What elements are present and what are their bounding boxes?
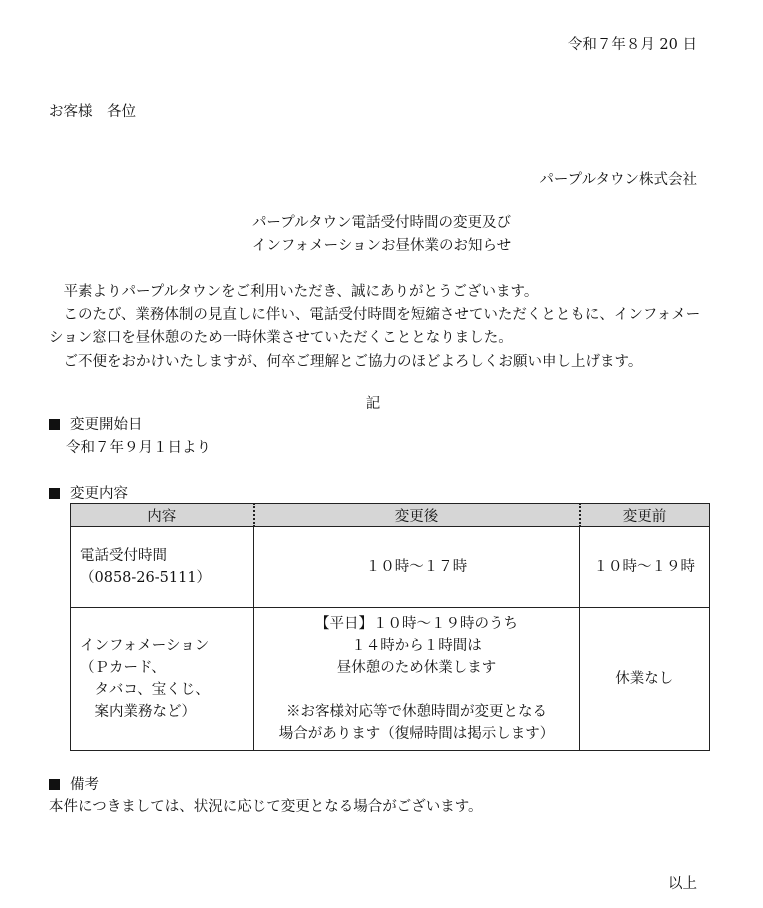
body-paragraph-apology: ご不便をおかけいたしますが、何卒ご理解とご協力のほどよろしくお願い申し上げます。 <box>49 353 643 370</box>
closing-ijou: 以上 <box>668 876 697 892</box>
info-detail-2: タバコ、宝くじ、 <box>80 682 210 698</box>
info-after-line-2: １４時から１時間は <box>351 638 482 654</box>
notice-date: 令和７年８月 20 日 <box>567 37 697 53</box>
section-changes-heading <box>49 486 128 503</box>
body-paragraph-change: このたび、業務体制の見直しに伴い、電話受付時間を短縮させていただくとともに、インフォメーション窓口を昼休憩のため一時休業させていただくこととなりました。 <box>49 307 701 347</box>
row-info-content <box>71 608 254 751</box>
table-row <box>71 527 710 608</box>
row-phone-content <box>71 527 254 608</box>
start-date-text: 令和７年９月１日より <box>66 440 211 456</box>
info-after-line-3: 昼休憩のため休業します <box>336 660 497 676</box>
table-header-content: 内容 <box>71 504 254 527</box>
square-bullet-icon <box>49 419 60 430</box>
remarks-text: 本件につきましては、状況に応じて変更となる場合がございます。 <box>49 799 483 815</box>
section-start-date-heading <box>49 417 143 434</box>
section-remarks-label: 備考 <box>70 777 99 793</box>
body-paragraph-greeting: 平素よりパープルタウンをご利用いただき、誠にありがとうございます。 <box>49 284 539 300</box>
addressee: お客様 各位 <box>49 104 136 120</box>
phone-hours-after: １０時～１７時 <box>365 559 468 575</box>
info-label: インフォメーション <box>80 638 210 654</box>
ki-heading: 記 <box>365 396 381 412</box>
table-header-row <box>71 504 710 527</box>
info-after-note-2: 場合があります（復帰時間は掲示します） <box>278 726 555 742</box>
notice-title-line-1: パープルタウン電話受付時間の変更及び <box>251 215 512 231</box>
info-after-note-1: ※お客様対応等で休憩時間が変更となる <box>286 704 547 720</box>
section-remarks-heading <box>49 777 99 794</box>
info-detail-1: （Ｐカード、 <box>80 660 166 676</box>
change-table <box>70 503 710 751</box>
section-start-date-label: 変更開始日 <box>70 417 143 433</box>
table-header-after: 変更後 <box>254 504 580 527</box>
info-detail-3: 案内業務など） <box>80 704 196 720</box>
square-bullet-icon <box>49 488 60 499</box>
row-info-after <box>254 608 580 751</box>
table-header-before: 変更前 <box>580 504 710 527</box>
phone-label: 電話受付時間 <box>80 548 167 564</box>
section-changes-label: 変更内容 <box>70 486 128 502</box>
info-after-spacer <box>254 679 579 701</box>
row-phone-after <box>254 527 580 608</box>
notice-title-line-2: インフォメーションお昼休業のお知らせ <box>251 238 512 254</box>
row-info-before: 休業なし <box>580 608 710 751</box>
info-after-line-1: 【平日】１０時～１９時のうち <box>315 616 518 632</box>
row-phone-before: １０時～１９時 <box>580 527 710 608</box>
table-row <box>71 608 710 751</box>
sender-company: パープルタウン株式会社 <box>539 172 697 188</box>
square-bullet-icon <box>49 779 60 790</box>
phone-number: （0858-26-5111） <box>80 570 212 586</box>
notice-body <box>49 281 709 374</box>
